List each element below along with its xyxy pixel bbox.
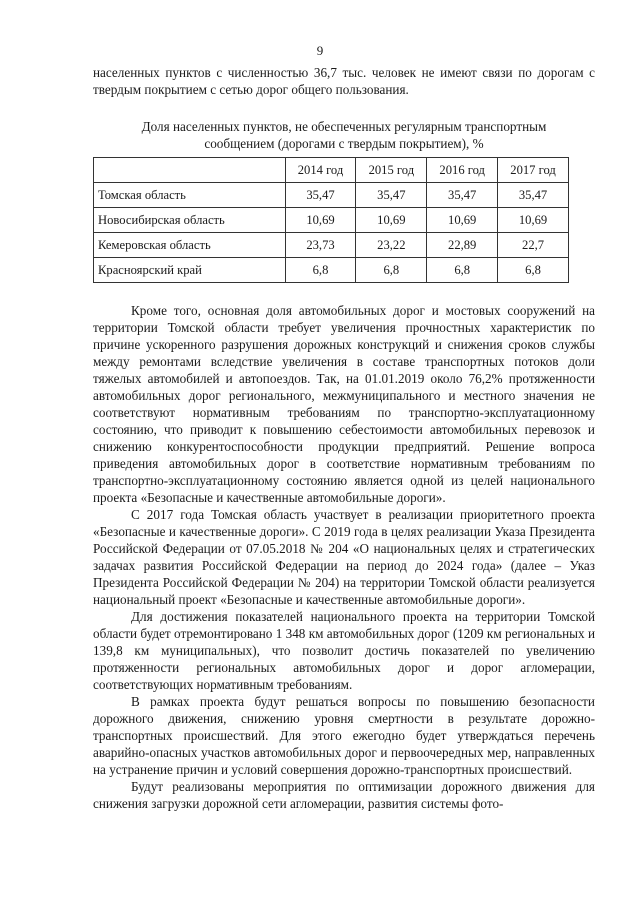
table-title <box>93 118 595 152</box>
table-title-line-2: сообщением (дорогами с твердым покрытием), % <box>204 136 484 151</box>
table-cell-value: 35,47 <box>427 183 498 208</box>
table-cell-value: 6,8 <box>498 258 569 283</box>
table-row <box>94 258 569 283</box>
table-cell-value: 23,22 <box>356 233 427 258</box>
table-header-cell-2014: 2014 год <box>285 158 356 183</box>
body-paragraph: Будут реализованы мероприятия по оптимизации дорожного движения для снижения загрузки дорожной сети агломерации, развития системы фото- <box>93 779 595 811</box>
body-paragraph: Для достижения показателей национального проекта на территории Томской области будет отремонтировано 1 348 км автомобильных дорог (1209 км региональных и 139,8 км муниципальных), что позволит достичь показателей по увеличению протяженности региональных автомобильных дорог и дорог агломерации, соответствующих нормативным требованиям. <box>93 609 595 692</box>
table-cell-region: Томская область <box>94 183 286 208</box>
table-cell-value: 10,69 <box>356 208 427 233</box>
body-paragraph: Кроме того, основная доля автомобильных дорог и мостовых сооружений на территории Томской области требует увеличения прочностных характеристик по причине ускоренного разрушения дорожных конструкций и снижения сроков службы между ремонтами вследствие увеличения в составе транспортных потоков доли тяжелых автомобилей и автопоездов. Так, на 01.01.2019 около 76,2% протяженности автомобильных дорог регионального, межмуниципального и местного значения не соответствуют нормативным требованиям по транспортно-эксплуатационному состоянию, что приводит к повышению себестоимости автомобильных перевозок и снижению конкурентоспособности продукции предприятий. Решение вопроса приведения автомобильных дорог в соответствие нормативным требованиям по транспортно-эксплуатационному состоянию является одной из целей национального проекта «Безопасные и качественные автомобильные дороги». <box>93 303 595 505</box>
table-cell-value: 35,47 <box>356 183 427 208</box>
data-table <box>93 157 569 283</box>
table-title-line-1: Доля населенных пунктов, не обеспеченных регулярным транспортным <box>141 119 547 134</box>
table-cell-value: 23,73 <box>285 233 356 258</box>
table-cell-value: 10,69 <box>498 208 569 233</box>
page-number: 9 <box>316 43 324 58</box>
table-header-cell-2015: 2015 год <box>356 158 427 183</box>
table-cell-value: 10,69 <box>285 208 356 233</box>
intro-text <box>93 64 595 98</box>
table-cell-region: Красноярский край <box>94 258 286 283</box>
table-row <box>94 233 569 258</box>
table-cell-region: Новосибирская область <box>94 208 286 233</box>
table-cell-value: 35,47 <box>285 183 356 208</box>
table-header-cell-2016: 2016 год <box>427 158 498 183</box>
table-cell-value: 10,69 <box>427 208 498 233</box>
body-paragraph: В рамках проекта будут решаться вопросы по повышению безопасности дорожного движения, снижению уровня смертности в результате дорожно-транспортных происшествий. Для этого ежегодно будет утверждаться перечень аварийно-опасных участков автомобильных дорог и первоочередных мер, направленных на устранение причин и условий совершения дорожно-транспортных происшествий. <box>93 694 595 777</box>
table-header-row <box>94 158 569 183</box>
table-cell-value: 22,89 <box>427 233 498 258</box>
table-cell-value: 6,8 <box>285 258 356 283</box>
table-row <box>94 208 569 233</box>
table-cell-value: 6,8 <box>356 258 427 283</box>
table-cell-value: 35,47 <box>498 183 569 208</box>
body-text <box>93 302 595 812</box>
table-header-cell-region <box>94 158 286 183</box>
table-cell-region: Кемеровская область <box>94 233 286 258</box>
table-row <box>94 183 569 208</box>
body-paragraph: С 2017 года Томская область участвует в реализации приоритетного проекта «Безопасные и качественные дороги». С 2019 года в целях реализации Указа Президента Российской Федерации от 07.05.2018 № 204 «О национальных целях и стратегических задачах развития Российской Федерации на период до 2024 года» (далее – Указ Президента Российской Федерации № 204) на территории Томской области реализуется национальный проект «Безопасные и качественные автомобильные дороги». <box>93 507 595 607</box>
table-cell-value: 6,8 <box>427 258 498 283</box>
intro-paragraph: населенных пунктов с численностью 36,7 тыс. человек не имеют связи по дорогам с твердым покрытием с сетью дорог общего пользования. <box>93 65 595 97</box>
table-cell-value: 22,7 <box>498 233 569 258</box>
table-header-cell-2017: 2017 год <box>498 158 569 183</box>
